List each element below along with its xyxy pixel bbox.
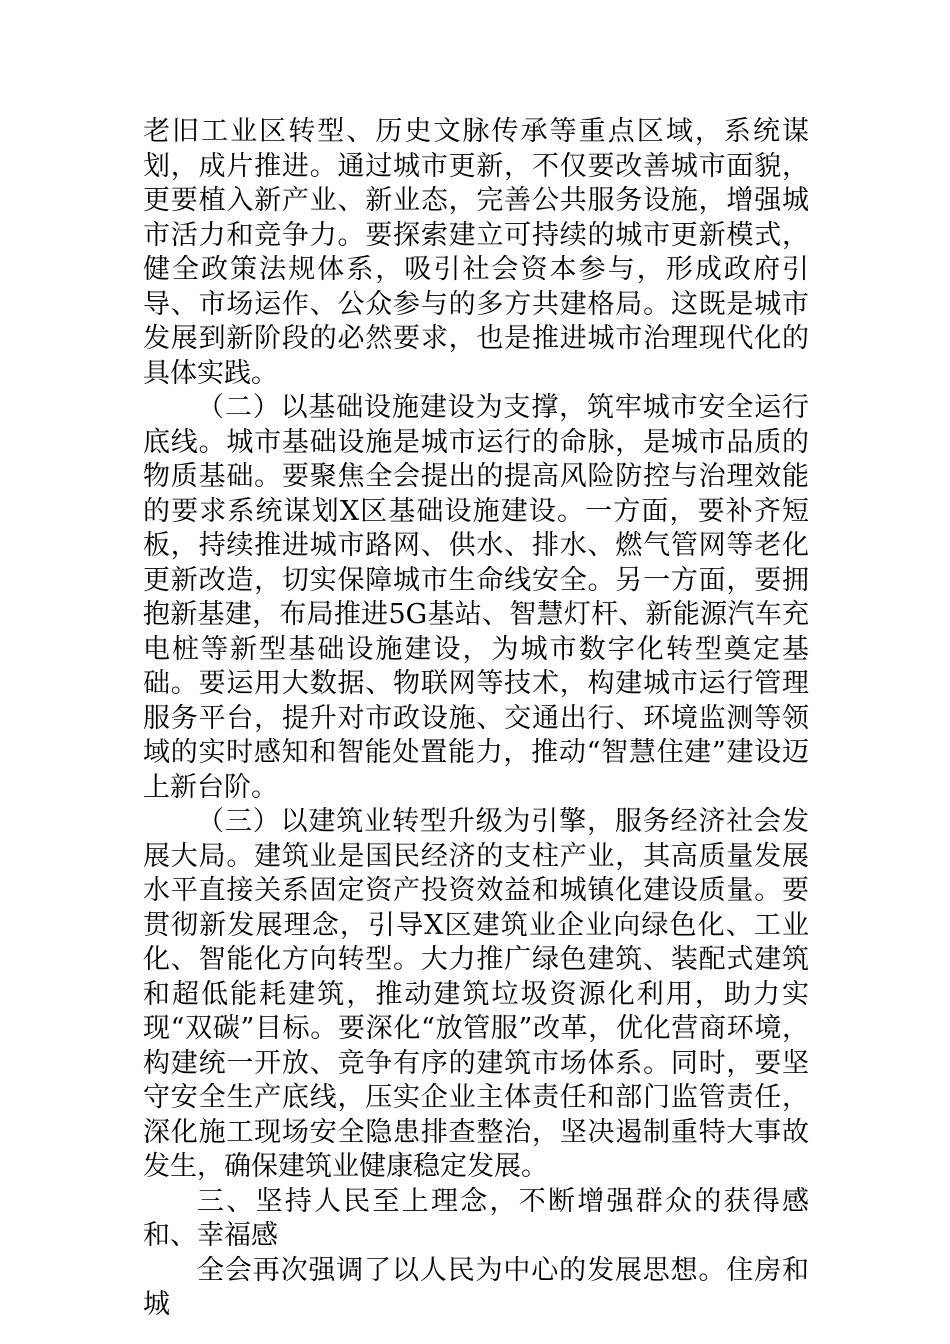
section-heading-three: 三、坚持人民至上理念，不断增强群众的获得感和、幸福感 — [143, 1185, 809, 1251]
paragraph-urban-renewal-continuation: 老旧工业区转型、历史文脉传承等重点区域，系统谋划，成片推进。通过城市更新，不仅要改善城市面貌，更要植入新产业、新业态，完善公共服务设施，增强城市活力和竞争力。要探索建立可持续的城市更新模式，健全政策法规体系，吸引社会资本参与，形成政府引导、市场运作、公众参与的多方共建格局。这既是城市发展到新阶段的必然要求，也是推进城市治理现代化的具体实践。 — [143, 116, 809, 389]
paragraph-construction-industry: （三）以建筑业转型升级为引擎，服务经济社会发展大局。建筑业是国民经济的支柱产业，其高质量发展水平直接关系固定资产投资效益和城镇化建设质量。要贯彻新发展理念，引导X区建筑业企业向绿色化、工业化、智能化方向转型。大力推广绿色建筑、装配式建筑和超低能耗建筑，推动建筑垃圾资源化利用，助力实现“双碳”目标。要深化“放管服”改革，优化营商环境，构建统一开放、竞争有序的建筑市场体系。同时，要坚守安全生产底线，压实企业主体责任和部门监管责任，深化施工现场安全隐患排查整治，坚决遏制重特大事故发生，确保建筑业健康稳定发展。 — [143, 806, 809, 1182]
paragraph-people-centered: 全会再次强调了以人民为中心的发展思想。住房和城 — [143, 1254, 809, 1320]
paragraph-infrastructure: （二）以基础设施建设为支撑，筑牢城市安全运行底线。城市基础设施是城市运行的命脉，是城市品质的物质基础。要聚焦全会提出的提高风险防控与治理效能的要求系统谋划X区基础设施建设。一方面，要补齐短板，持续推进城市路网、供水、排水、燃气管网等老化更新改造，切实保障城市生命线安全。另一方面，要拥抱新基建，布局推进5G基站、智慧灯杆、新能源汽车充电桩等新型基础设施建设，为城市数字化转型奠定基础。要运用大数据、物联网等技术，构建城市运行管理服务平台，提升对市政设施、交通出行、环境监测等领域的实时感知和智能处置能力，推动“智慧住建”建设迈上新台阶。 — [143, 392, 809, 803]
document-body — [143, 115, 809, 1323]
